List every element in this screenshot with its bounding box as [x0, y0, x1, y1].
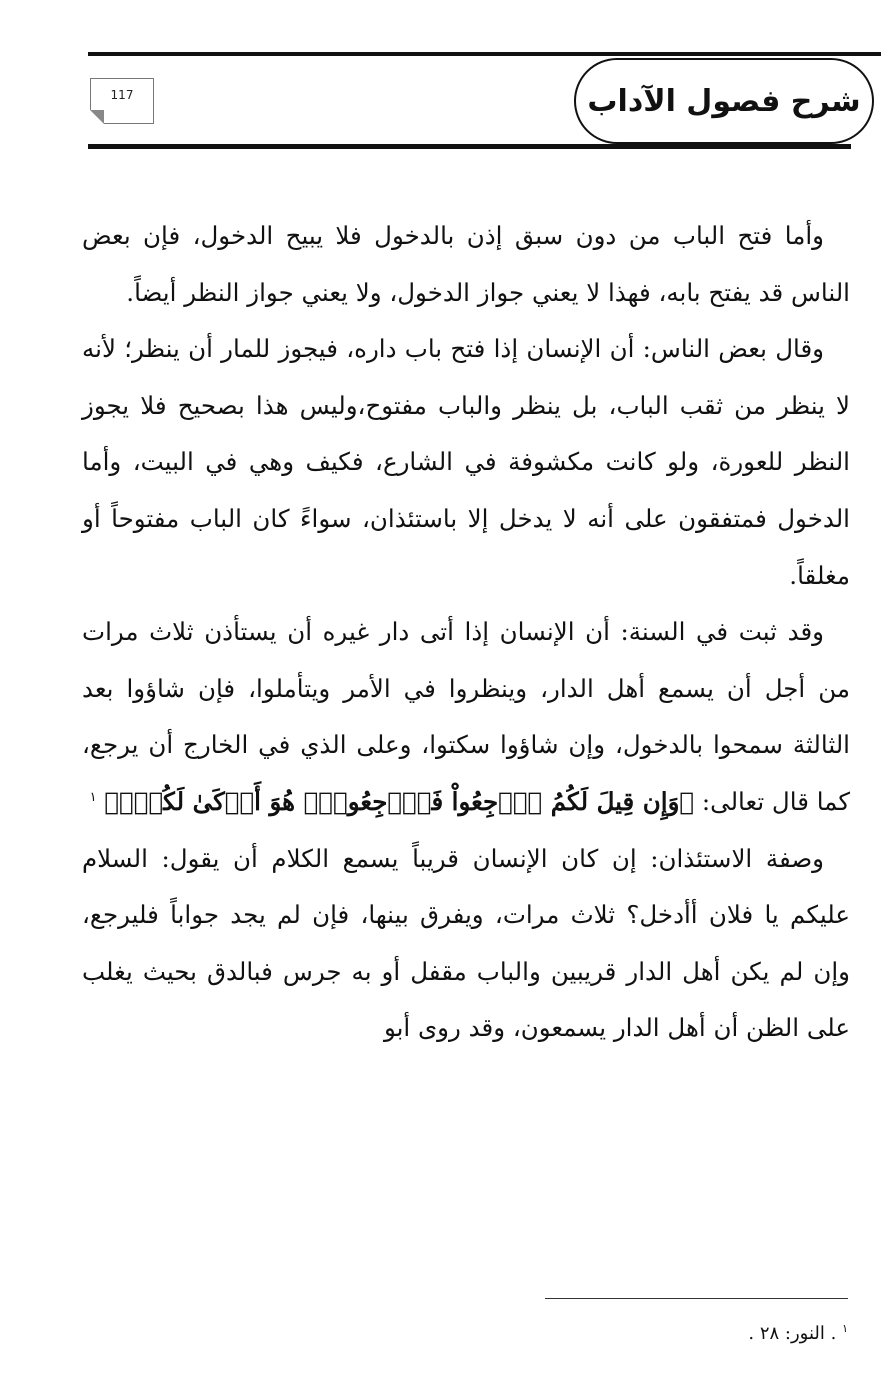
body-text	[82, 208, 850, 1057]
header-top-rule	[88, 52, 881, 56]
footnote-number: ١	[842, 1322, 848, 1335]
footnote-separator	[545, 1298, 848, 1299]
paragraph-2: وقال بعض الناس: أن الإنسان إذا فتح باب داره، فيجوز للمار أن ينظر؛ لأنه لا ينظر من ثقب الباب، بل ينظر والباب مفتوح،وليس هذا بصحيح فلا يجوز النظر للعورة، ولو كانت مكشوفة في الشارع، فكيف وهي في البيت، وأما الدخول فمتفقون على أنه لا يدخل إلا باستئذان، سواءً كان الباب مفتوحاً أو مغلقاً.	[82, 334, 850, 590]
paragraph-4: وصفة الاستئذان: إن كان الإنسان قريباً يسمع الكلام أن يقول: السلام عليكم يا فلان أأدخل؟ ثلاث مرات، ويفرق بينها، فإن لم يجد جواباً فليرجع، وإن لم يكن أهل الدار قريبين والباب مقفل أو به جرس فبالدق بحيث يغلب على الظن أن أهل الدار يسمعون، وقد روى أبو	[82, 843, 850, 1043]
book-title: شرح فصول الآداب	[587, 83, 861, 119]
page-number: 117	[110, 88, 134, 102]
paragraph-1: وأما فتح الباب من دون سبق إذن بالدخول فلا يبيح الدخول، فإن بعض الناس قد يفتح بابه، فهذا لا يعني جواز الدخول، ولا يعني جواز النظر أيضاً.	[82, 221, 850, 307]
header-bottom-rule	[88, 144, 851, 149]
footnote-text: . النور: ٢٨ .	[748, 1323, 837, 1344]
paragraph-3-text: وقد ثبت في السنة: أن الإنسان إذا أتى دار غيره أن يستأذن ثلاث مرات من أجل أن يسمع أهل الدار، وينظروا في الأمر ويتأملوا، فإن شاؤوا بعد الثالثة سمحوا بالدخول، وإن شاؤوا سكتوا، وعلى الذي في الخارج أن يرجع، كما قال تعالى:	[82, 617, 850, 816]
footnote-reference: ١	[89, 789, 97, 805]
page-corner-fold-icon	[90, 110, 104, 124]
paragraph-3	[82, 604, 850, 830]
page-number-box	[90, 78, 154, 124]
header-title-frame	[574, 58, 874, 144]
quran-verse: ﴿وَإِن قِيلَ لَكُمُ ٱرۡجِعُواْ فَٱرۡجِعُواْۖ هُوَ أَزۡكَىٰ لَكُمۡۚ﴾	[104, 786, 695, 816]
footnote	[500, 1322, 848, 1344]
